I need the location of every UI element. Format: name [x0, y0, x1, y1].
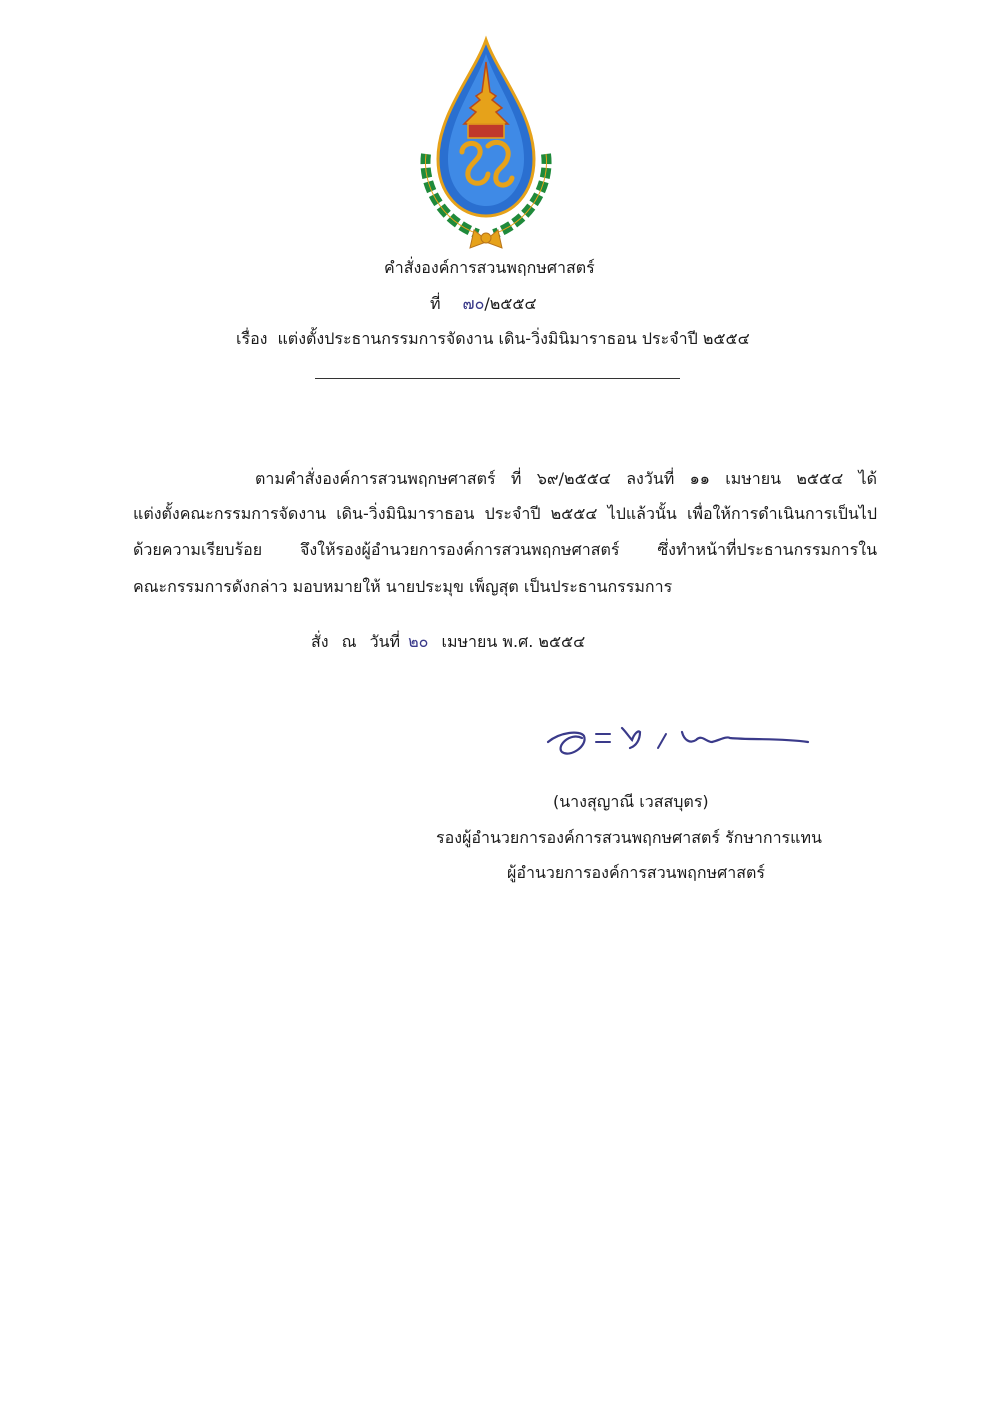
order-number-label: ที่: [430, 294, 441, 313]
order-number-value: ๗๐: [462, 294, 485, 313]
order-number-row: [430, 292, 537, 316]
order-word: สั่ง: [311, 632, 329, 651]
day-value: ๒๐: [408, 632, 429, 651]
order-number-year: /๒๕๕๔: [484, 294, 537, 313]
body-line-3: ด้วยความเรียบร้อย จึงให้รองผู้อำนวยการองค์การสวนพฤกษศาสตร์ ซึ่งทำหน้าที่ประธานกรรมการใน: [133, 540, 877, 559]
signer-position-line-1: รองผู้อำนวยการองค์การสวนพฤกษศาสตร์ รักษาการแทน: [436, 828, 822, 847]
signer-position-line-2: ผู้อำนวยการองค์การสวนพฤกษศาสตร์: [507, 863, 765, 882]
order-subject-row: [236, 327, 750, 351]
handwritten-signature: [540, 712, 820, 768]
signature-strokes: [540, 712, 820, 768]
body-line-2: แต่งตั้งคณะกรรมการจัดงาน เดิน-วิ่งมินิมาราธอน ประจำปี ๒๕๕๔ ไปแล้วนั้น เพื่อให้การดำเนินการเป็นไป: [133, 504, 877, 523]
organization-logo: [416, 34, 556, 256]
month-year: เมษายน พ.ศ. ๒๕๕๔: [441, 632, 586, 651]
order-title: คำสั่งองค์การสวนพฤกษศาสตร์: [384, 258, 595, 277]
signer-name: (นางสุญาณี เวสสบุตร): [553, 792, 709, 811]
body-line-1: ตามคำสั่งองค์การสวนพฤกษศาสตร์ ที่ ๖๙/๒๕๕๔ ลงวันที่ ๑๑ เมษายน ๒๕๕๔ ได้: [255, 469, 877, 488]
body-line-4: คณะกรรมการดังกล่าว มอบหมายให้ นายประมุข เพ็ญสุต เป็นประธานกรรมการ: [133, 577, 673, 596]
subject-text: แต่งตั้งประธานกรรมการจัดงาน เดิน-วิ่งมินิมาราธอน ประจำปี ๒๕๕๔: [277, 329, 750, 348]
emblem-graphic: [416, 34, 556, 256]
subject-label: เรื่อง: [236, 329, 268, 348]
day-label: วันที่: [369, 632, 401, 651]
order-date-row: [311, 630, 593, 654]
at-word: ณ: [341, 632, 357, 651]
header-divider: [315, 378, 680, 379]
